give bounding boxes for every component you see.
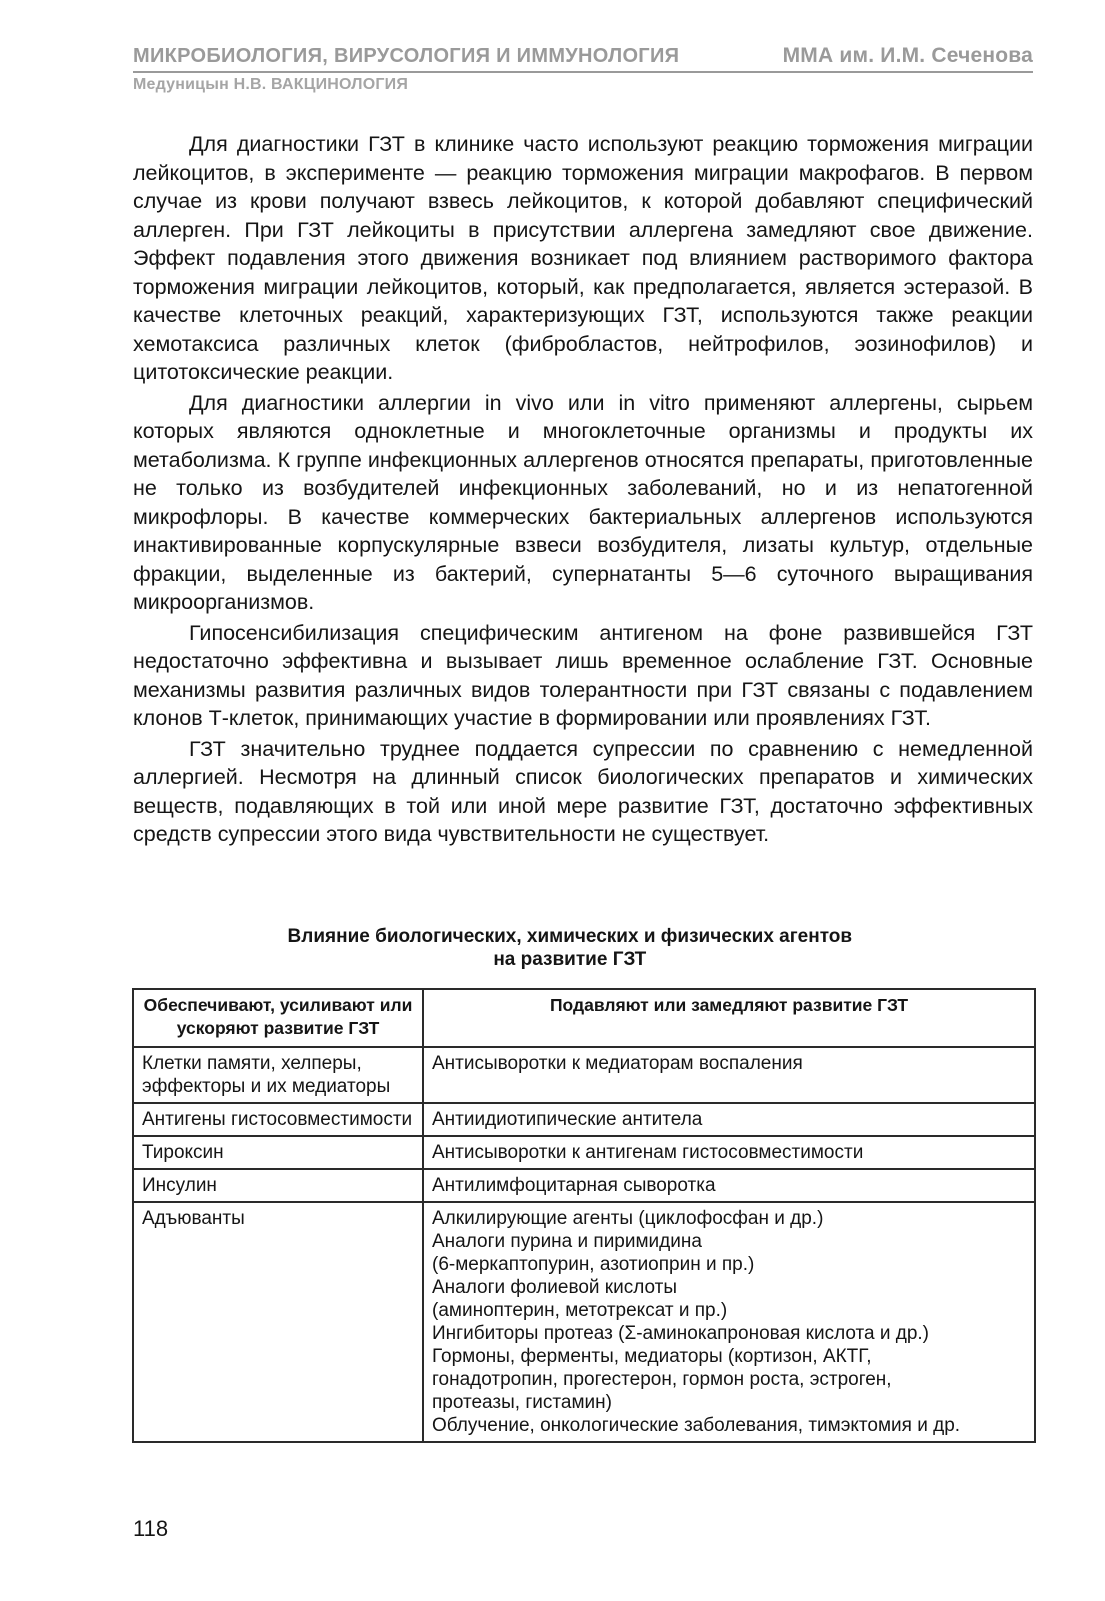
cell-line: Гормоны, ферменты, медиаторы (кортизон, АКТГ, <box>432 1346 872 1367</box>
table-row <box>133 1047 1035 1103</box>
page-number: 118 <box>133 1516 169 1541</box>
column-header-suppress: Подавляют или замедляют развитие ГЗТ <box>423 989 1035 1047</box>
paragraph: Для диагностики аллергии in vivo или in vitro применяют аллергены, сырьем которых являются одноклетные и многоклеточные организмы и продукты их метаболизма. К группе инфекционных аллергенов относятся препараты, приготовленные не только из возбудителей инфекционных заболеваний, но и из непатогенной микрофлоры. В качестве коммерческих бактериальных аллергенов используются инактивированные корпускулярные взвеси возбудителя, лизаты культур, отдельные фракции, выделенные из бактерий, супернатанты 5—6 суточного выращивания микроорганизмов. <box>133 390 1033 614</box>
cell-line: Антилимфоцитарная сыворотка <box>432 1175 716 1196</box>
cell-line: Облучение, онкологические заболевания, тимэктомия и др. <box>432 1415 961 1436</box>
cell-suppress <box>423 1136 1035 1169</box>
body-text <box>133 130 1033 849</box>
cell-enhance: Инсулин <box>133 1169 423 1202</box>
cell-line: Аналоги фолиевой кислоты <box>432 1277 678 1298</box>
cell-suppress <box>423 1047 1035 1103</box>
cell-line: Антисыворотки к антигенам гистосовместимости <box>432 1142 864 1163</box>
cell-suppress <box>423 1103 1035 1136</box>
cell-line: Алкилирующие агенты (циклофосфан и др.) <box>432 1208 824 1229</box>
cell-line: (6-меркаптопурин, азотиоприн и пр.) <box>432 1254 755 1275</box>
cell-enhance: Тироксин <box>133 1136 423 1169</box>
paragraph: Гипосенсибилизация специфическим антигеном на фоне развившейся ГЗТ недостаточно эффективна и вызывает лишь временное ослабление ГЗТ. Основные механизмы развития различных видов толерантности при ГЗТ связаны с подавлением клонов Т-клеток, принимающих участие в формировании или проявлениях ГЗТ. <box>133 620 1033 730</box>
cell-enhance: Антигены гистосовместимости <box>133 1103 423 1136</box>
table-title-line: на развитие ГЗТ <box>493 949 647 970</box>
table-header-row <box>133 989 1035 1047</box>
paragraph: Для диагностики ГЗТ в клинике часто используют реакцию торможения миграции лейкоцитов, в эксперименте — реакцию торможения миграции макрофагов. В первом случае из крови получают взвесь лейкоцитов, к которой добавляют специфический аллерген. При ГЗТ лейкоциты в присутствии аллергена замедляют свое движение. Эффект подавления этого движения возникает под влиянием растворимого фактора торможения миграции лейкоцитов, который, как предполагается, является эстеразой. В качестве клеточных реакций, характеризующих ГЗТ, используются также реакции хемотаксиса различных клеток (фибробластов, нейтрофилов, эозинофилов) и цитотоксические реакции. <box>133 132 1033 384</box>
header-rule <box>133 71 1033 73</box>
table-row <box>133 1202 1035 1442</box>
table-row <box>133 1169 1035 1202</box>
cell-suppress <box>423 1202 1035 1442</box>
agents-table <box>132 988 1036 1443</box>
header-book-title: Медуницын Н.В. ВАКЦИНОЛОГИЯ <box>133 76 409 93</box>
cell-line: Антиидиотипические антитела <box>432 1109 703 1130</box>
cell-line: (аминоптерин, метотрексат и пр.) <box>432 1300 728 1321</box>
paragraph: ГЗТ значительно труднее поддается супрессии по сравнению с немедленной аллергией. Несмотря на длинный список биологических препаратов и химических веществ, подавляющих в той или иной мере развитие ГЗТ, достаточно эффективных средств супрессии этого вида чувствительности не существует. <box>133 736 1033 846</box>
header-subject: МИКРОБИОЛОГИЯ, ВИРУСОЛОГИЯ И ИММУНОЛОГИЯ <box>133 45 680 67</box>
table-row <box>133 1136 1035 1169</box>
column-header-enhance: Обеспечивают, усиливают или ускоряют развитие ГЗТ <box>133 989 423 1047</box>
table-title <box>50 925 1090 971</box>
cell-suppress <box>423 1169 1035 1202</box>
cell-enhance: Клетки памяти, хелперы, эффекторы и их медиаторы <box>133 1047 423 1103</box>
table-row <box>133 1103 1035 1136</box>
cell-line: Ингибиторы протеаз (Σ-аминокапроновая кислота и др.) <box>432 1323 930 1344</box>
table-title-line: Влияние биологических, химических и физических агентов <box>287 926 853 947</box>
cell-line: гонадотропин, прогестерон, гормон роста, эстроген, <box>432 1369 892 1390</box>
cell-line: протеазы, гистамин) <box>432 1392 612 1413</box>
header-institution: ММА им. И.М. Сеченова <box>782 44 1033 67</box>
running-header <box>133 44 1033 94</box>
cell-line: Антисыворотки к медиаторам воспаления <box>432 1053 803 1074</box>
cell-enhance: Адъюванты <box>133 1202 423 1442</box>
header-row <box>133 44 1033 68</box>
cell-line: Аналоги пурина и пиримидина <box>432 1231 702 1252</box>
